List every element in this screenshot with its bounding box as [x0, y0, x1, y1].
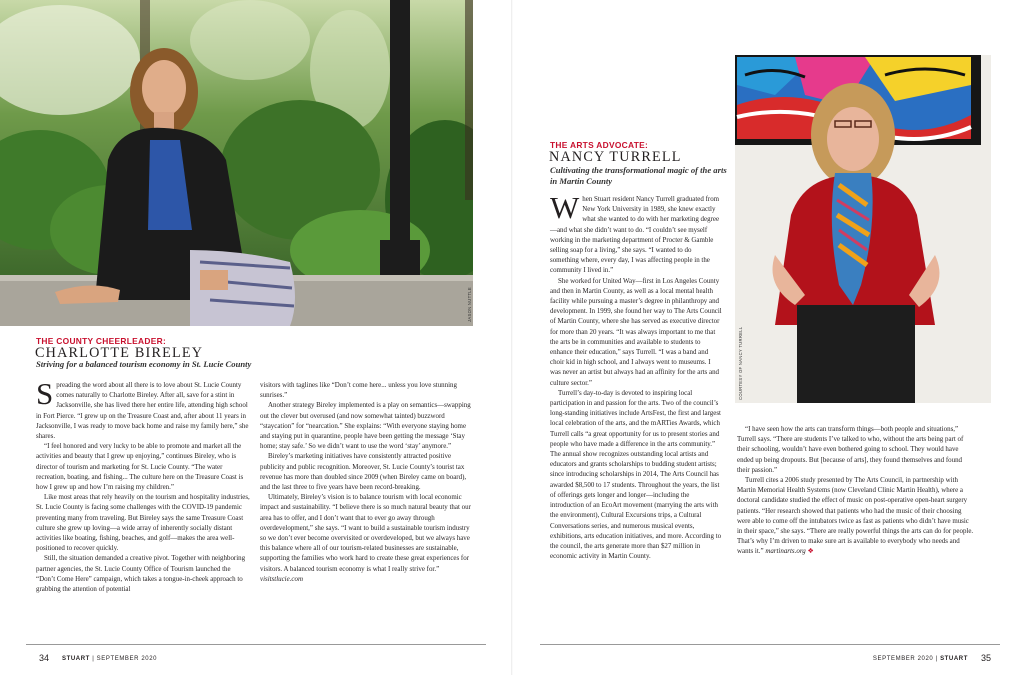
left-col1-para-3: Like most areas that rely heavily on the tourism and hospitality industries, St. Lucie County is facing some challenges with the COVID-19 pandemic preventing many from traveling. But Bireley says the same Treasure Coast culture she grew up loving—a wide array of inherently socially distant activities like boating, fishing, beaches, and golf—makes the area well-positioned to recover quickly.	[36, 493, 250, 553]
dropcap-s: S	[36, 376, 54, 411]
left-deck: Striving for a balanced tourism economy in St. Lucie County	[36, 359, 252, 369]
right-deck: Cultivating the transformational magic of the arts in Martin County	[550, 165, 727, 186]
left-footer-magazine: STUART	[62, 656, 90, 662]
spine-gutter	[511, 0, 513, 675]
left-column-2	[260, 380, 475, 584]
right-kicker: THE ARTS ADVOCATE:	[550, 140, 649, 150]
charlotte-bireley-photo	[0, 0, 473, 326]
garden-scene-illustration	[0, 0, 473, 326]
page-number-right: 35	[980, 653, 991, 663]
visitstlucie-link[interactable]: visitstlucie.com	[260, 574, 303, 583]
left-col1-para-1: Spreading the word about all there is to love about St. Lucie County comes naturally to Charlotte Bireley. After all, save for a stint in Jacksonville, she has lived there her entire life, attending high school in Fort Pierce. “I grew up on the Treasure Coast and, after about 11 years in Jacksonville, I was ready to move back home and raise my family here,” she shares.	[36, 376, 249, 441]
right-footer-magazine: STUART	[940, 656, 968, 662]
martinarts-link[interactable]: martinarts.org	[765, 547, 806, 556]
left-footer: STUART | SEPTEMBER 2020	[62, 656, 158, 662]
left-col2-para-2: Another strategy Bireley implemented is a play on semantics—swapping out the clever but overused (and now somewhat tainted) buzzword “staycation” for “nearcation.” She explains: “With everyone staying home and staying put in quarantine, people have been getting the message ‘Stay home; stay safe.’ So we didn’t want to use the word ‘stay’ anymore.”	[260, 401, 471, 451]
right-col1-para-2: She worked for United Way—first in Los Angeles County and then in Martin County, as well as a local mental health facility while pursuing a master’s degree in philanthropy and development. In 1999, she found her way to The Arts Council of Martin County, where she has served as executive director for more than 20 years. “It was always important to me that the arts be in communities and available to students to enhance their education,” says Turrell. “I was a band and choir kid in high school, and I always went to museums. I was never an artist but always had an affinity for the arts and culture sector.”	[550, 276, 722, 387]
left-column-1	[36, 376, 251, 594]
right-col2-para-1: “I have seen how the arts can transform things—both people and situations,” Turrell says. “There are students I’ve talked to who, without the arts being part of their schooling, wouldn’t have even bothered going to school. They would have ended up being dropouts. But [because of arts], they found themselves and found their passion.”	[737, 425, 964, 474]
left-kicker: THE COUNTY CHEERLEADER:	[36, 336, 167, 346]
right-name-heading: NANCY TURRELL	[549, 149, 682, 165]
right-column-2	[737, 424, 975, 557]
left-photo-credit: JASON NUTTLE	[467, 286, 472, 322]
right-footer-rule	[540, 644, 1000, 645]
nancy-turrell-photo	[735, 55, 991, 403]
left-col2-para-3: Bireley’s marketing initiatives have consistently attracted positive publicity and public recognition. Moreover, St. Lucie County’s tourist tax revenue has more than doubled since 2009 (when Bireley came on board), and the last three to five years have been record-breaking.	[260, 452, 467, 492]
left-col1-para-4: Still, the situation demanded a creative pivot. Together with neighboring partner agencies, the St. Lucie County Office of Tourism launched the “Don’t Come Here” campaign, which takes a tongue-in-cheek approach to grabbing the attention of potential	[36, 554, 246, 594]
page-number-left: 34	[39, 653, 50, 663]
left-footer-rule	[26, 644, 486, 645]
left-footer-issue: SEPTEMBER 2020	[96, 656, 158, 662]
right-footer: SEPTEMBER 2020 | STUART	[872, 656, 968, 662]
dropcap-w: W	[550, 190, 580, 225]
left-col2-para-4: Ultimately, Bireley’s vision is to balance tourism with local economic impact and sustainability. “I believe there is so much natural beauty that our area has to offer, and I don’t want that to ever go away through overdevelopment,” she says. “I want to build a sustainable tourism industry so we don’t ever become overvisited or overdeveloped, but we always have this balance where all of our tourism-related businesses are sustainable, supporting the families who work hard to create these great experiences for visitors. A balanced tourism economy is what I really strive for.” visitstlucie.com	[260, 493, 471, 583]
left-col2-para-1: visitors with taglines like “Don’t come here... unless you love stunning sunrises.”	[260, 381, 457, 400]
right-col2-para-2: Turrell cites a 2006 study presented by The Arts Council, in partnership with Martin Memorial Health Systems (now Cleveland Clinic Martin Health), where a doctoral candidate studied the effect of music on post-operative open-heart surgery patients. “Her research showed that patients who had the music of their choosing were able to come off the intubators twice as fast as patients who didn’t have music in their space,” she says. “There are really powerful things the arts can do for people. That’s why I’m driven to make sure art is available to everybody who needs and wants it.” martinarts.org ❖	[737, 476, 974, 556]
left-name-heading: CHARLOTTE BIRELEY	[35, 345, 204, 361]
right-photo-credit: COURTESY OF NANCY TURRELL	[738, 326, 743, 400]
right-col1-para-3: Turrell’s day-to-day is devoted to inspiring local participation in and passion for the arts. Two of the council’s long-standing initiatives include ArtsFest, the first and largest local celebration of the arts, and the mARTies Awards, which Turrell calls “a great opportunity for us to present stories and people who have made a difference in the arts community.” The annual show recognizes outstanding local artists and educators and grants scholarships to budding student artists; since introducing scholarships in 2014, The Arts Council has awarded $8,500 to 17 students. Throughout the years, the list of offerings gets longer and longer—including the introduction of an EcoArt movement (marrying the arts with the environment), Cultural Excursions trips, a Cultural Conversations series, and numerous musical events, exhibitions, arts education initiatives, and more. According to the council, the arts generate more than $27 million in economic activity in Martin County.	[550, 388, 722, 561]
gallery-portrait-illustration	[735, 55, 991, 403]
left-col1-para-2: “I feel honored and very lucky to be able to promote and market all the activities and beauty that I grew up enjoying,” continues Bireley, who is director of tourism and marketing for St. Lucie County. “The water recreation, boating, and fishing... The culture here on the Treasure Coast is how I grew up and how I’m raising my children.”	[36, 442, 244, 492]
right-column-1	[550, 190, 722, 561]
right-col1-para-1: When Stuart resident Nancy Turrell graduated from New York University in 1989, she knew exactly what she wanted to do with her marketing degree—and what she didn’t want to do. “I couldn’t see myself working in the marketing department of Procter & Gamble selling soap for a living,” she says. “I wanted to do something where, every day, I was affecting people in the community I lived in.”	[550, 190, 720, 275]
end-mark: ❖	[807, 547, 814, 556]
right-footer-issue: SEPTEMBER 2020	[872, 656, 934, 662]
